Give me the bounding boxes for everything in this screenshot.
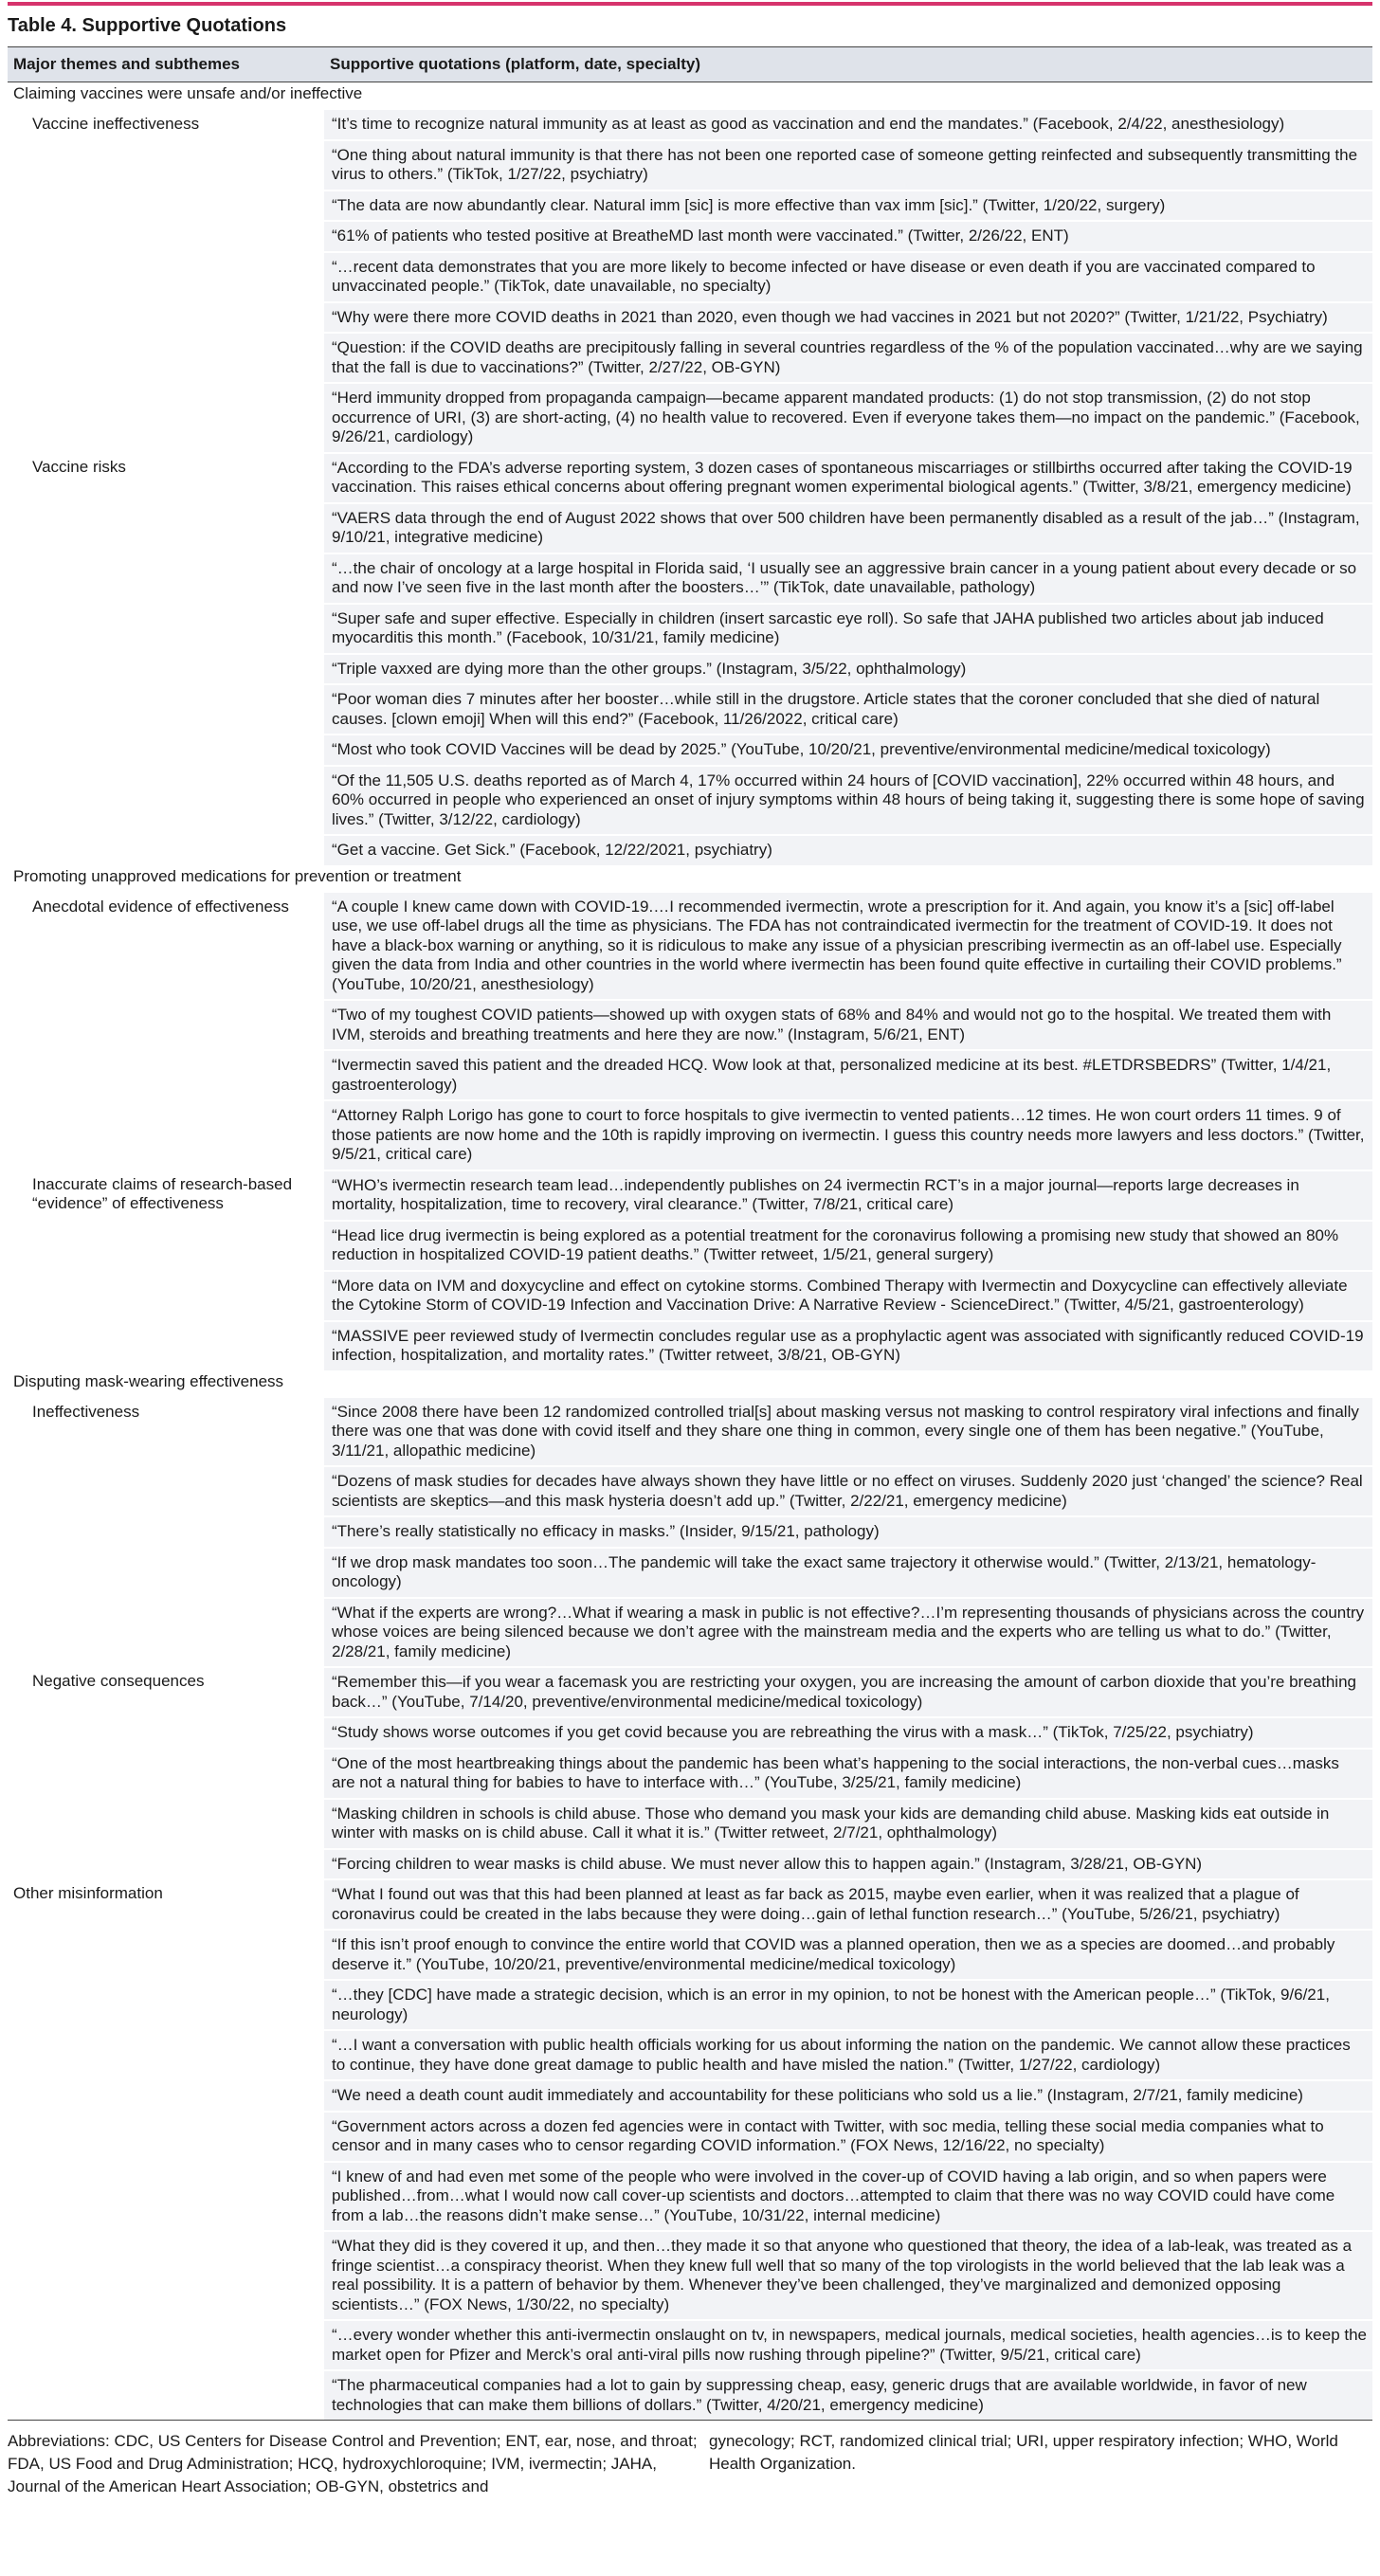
quotation-cell: “Two of my toughest COVID patients—showed up with oxygen stats of 68% and 84% and would not go to the hospital. We treated them with IVM, steroids and breathing treatments and here they are now.” (Instagram, 5/6/21, ENT): [324, 1000, 1372, 1050]
quotation-cell: “Since 2008 there have been 12 randomized controlled trial[s] about masking versus not masking to control respiratory viral infections and finally there was one that was done with covid itself and they share one thing in common, every single one of them has been negative.” (YouTube, 3/11/21, allopathic medicine): [324, 1398, 1372, 1467]
quotation-cell: “61% of patients who tested positive at BreatheMD last month were vaccinated.” (Twitter, 2/26/22, ENT): [324, 221, 1372, 252]
quotation-cell: “What I found out was that this had been planned at least as far back as 2015, maybe even earlier, when it was realized that a plague of coronavirus could be created in the labs because they were doing…gain of lethal function research…” (YouTube, 5/26/21, psychiatry): [324, 1879, 1372, 1930]
subtheme-label: [8, 1749, 324, 1799]
quotation-cell: “Super safe and super effective. Especially in children (insert sarcastic eye roll). So safe that JAHA published two articles about jab induced myocarditis this month.” (Facebook, 10/31/21, family medicine): [324, 604, 1372, 654]
quotation-cell: “More data on IVM and doxycycline and effect on cytokine storms. Combined Therapy with Ivermectin and Doxycycline can effectively alleviate the Cytokine Storm of COVID-19 Infection and Vaccination Drive: A Narrative Review - ScienceDirect.” (Twitter, 4/5/21, gastroenterology): [324, 1271, 1372, 1321]
subtheme-label: [8, 1516, 324, 1548]
subtheme-label: [8, 1466, 324, 1516]
subtheme-label: [8, 1717, 324, 1749]
quotation-cell: “Head lice drug ivermectin is being explored as a potential treatment for the coronavirus following a promising new study that showed an 80% reduction in hospitalized COVID-19 patient deaths.” (Twitter retweet, 1/5/21, general surgery): [324, 1221, 1372, 1271]
subtheme-label: Vaccine risks: [32, 457, 126, 476]
quotation-row: [8, 140, 1372, 190]
subtheme-label: [8, 190, 324, 222]
quotation-row: [8, 2162, 1372, 2232]
quotation-row: [8, 302, 1372, 334]
quotation-row: [8, 252, 1372, 302]
quotation-cell: “Most who took COVID Vaccines will be dead by 2025.” (YouTube, 10/20/21, preventive/environmental medicine/medical toxicology): [324, 735, 1372, 766]
quotation-cell: “…I want a conversation with public health officials working for us about informing the nation on the pandemic. We cannot allow these practices to continue, they have done great damage to public health and have misled the nation.” (Twitter, 1/27/22, cardiology): [324, 2030, 1372, 2080]
subtheme-label: [8, 221, 324, 252]
quotation-row: [8, 453, 1372, 503]
quotation-cell: “Get a vaccine. Get Sick.” (Facebook, 12/22/2021, psychiatry): [324, 835, 1372, 865]
quotation-row: [8, 1321, 1372, 1370]
subtheme-label: [8, 684, 324, 735]
quotation-cell: “Triple vaxxed are dying more than the other groups.” (Instagram, 3/5/22, ophthalmology): [324, 654, 1372, 685]
quotation-cell: “Question: if the COVID deaths are precipitously falling in several countries regardless of the % of the population vaccinated…why are we saying that the fall is due to vaccinations?” (Twitter, 2/27/22, OB-GYN): [324, 333, 1372, 383]
subtheme-label: [8, 735, 324, 766]
theme-label: Claiming vaccines were unsafe and/or ineffective: [8, 82, 1372, 111]
quotation-row: [8, 221, 1372, 252]
quotation-row: [8, 1398, 1372, 1467]
subtheme-label: [8, 302, 324, 334]
quotation-cell: “…they [CDC] have made a strategic decision, which is an error in my opinion, to not be honest with the American people…” (TikTok, 9/6/21, neurology): [324, 1980, 1372, 2030]
quotation-row: [8, 766, 1372, 836]
quotation-row: [8, 735, 1372, 766]
quotation-cell: “…recent data demonstrates that you are more likely to become infected or have disease or even death if you are vaccinated compared to unvaccinated people.” (TikTok, date unavailable, no specialty): [324, 252, 1372, 302]
theme-label: Promoting unapproved medications for prevention or treatment: [8, 865, 1372, 893]
footnote-left: Abbreviations: CDC, US Centers for Disease Control and Prevention; ENT, ear, nose, and throat; FDA, US Food and Drug Administration; HCQ, hydroxychloroquine; IVM, ivermectin; JAHA, Journal of the American Heart Association; OB-GYN, obstetrics and: [8, 2432, 698, 2495]
quotation-row: [8, 1717, 1372, 1749]
subtheme-label: [8, 2231, 324, 2320]
subtheme-label: [8, 553, 324, 604]
quotation-cell: “The pharmaceutical companies had a lot to gain by suppressing cheap, easy, generic drugs that are available worldwide, in favor of new technologies that can make them billions of dollars.” (Twitter, 4/20/21, emergency medicine): [324, 2370, 1372, 2420]
table-title: Table 4. Supportive Quotations: [8, 15, 287, 36]
subtheme-label: [8, 383, 324, 453]
subtheme-label: [8, 252, 324, 302]
theme-row: [8, 1370, 1372, 1398]
quotation-cell: “A couple I knew came down with COVID-19.…I recommended ivermectin, wrote a prescription for it. And again, you know it’s a [sic] off-label use, we use off-label drugs all the time as physicians. The FDA has not contraindicated ivermectin for the treatment of COVID-19. It does not have a black-box warning or anything, so it is ridiculous to make any issue of a physician prescribing ivermectin as an off-label use. Especially given the data from India and other countries in the world where ivermectin has been found quite effective in curtailing their COVID problems.” (YouTube, 10/20/21, anesthesiology): [324, 893, 1372, 1001]
quotation-row: [8, 503, 1372, 553]
quotation-cell: “Dozens of mask studies for decades have always shown they have little or no effect on viruses. Suddenly 2020 just ‘changed’ the science? Real scientists are skeptics—and this mask hysteria doesn’t add up.” (Twitter, 2/22/21, emergency medicine): [324, 1466, 1372, 1516]
subtheme-label: [8, 1271, 324, 1321]
quotation-row: [8, 893, 1372, 1001]
quotation-cell: “There’s really statistically no efficacy in masks.” (Insider, 9/15/21, pathology): [324, 1516, 1372, 1548]
quotation-row: [8, 684, 1372, 735]
quotation-row: [8, 1749, 1372, 1799]
quotation-row: [8, 333, 1372, 383]
quotation-row: [8, 1000, 1372, 1050]
quotation-cell: “Forcing children to wear masks is child abuse. We must never allow this to happen again.” (Instagram, 3/28/21, OB-GYN): [324, 1849, 1372, 1880]
quotation-row: [8, 110, 1372, 140]
quotation-cell: “Masking children in schools is child abuse. Those who demand you mask your kids are demanding child abuse. Masking kids eat outside in winter with masks on is child abuse. Call it what it is.” (Twitter retweet, 2/7/21, ophthalmology): [324, 1799, 1372, 1849]
quotation-cell: “It’s time to recognize natural immunity as at least as good as vaccination and end the mandates.” (Facebook, 2/4/22, anesthesiology): [324, 110, 1372, 140]
quotation-row: [8, 1516, 1372, 1548]
quotation-cell: “VAERS data through the end of August 2022 shows that over 500 children have been permanently disabled as a result of the jab…” (Instagram, 9/10/21, integrative medicine): [324, 503, 1372, 553]
quotation-cell: “Of the 11,505 U.S. deaths reported as of March 4, 17% occurred within 24 hours of [COVID vaccination], 22% occurred within 48 hours, and 60% occurred in people who experienced an onset of injury symptoms within 48 hours of being taking it, suggesting there is some hope of saving lives.” (Twitter, 3/12/22, cardiology): [324, 766, 1372, 836]
quotation-cell: “Attorney Ralph Lorigo has gone to court to force hospitals to give ivermectin to vented patients…12 times. He won court orders 11 times. 9 of those patients are now home and the 10th is rapidly improving on ivermectin. I guess this country needs more lawyers and less doctors.” (Twitter, 9/5/21, critical care): [324, 1100, 1372, 1170]
quotation-cell: “…the chair of oncology at a large hospital in Florida said, ‘I usually see an aggressive brain cancer in a young patient about every decade or so and now I’ve seen five in the last month after the boosters…’” (TikTok, date unavailable, pathology): [324, 553, 1372, 604]
subtheme-label: [8, 1799, 324, 1849]
quotation-cell: “Government actors across a dozen fed agencies were in contact with Twitter, with soc media, telling these social media companies what to censor and in many cases who to censor regarding COVID information.” (FOX News, 12/16/22, no specialty): [324, 2112, 1372, 2162]
subtheme-label: [8, 140, 324, 190]
subtheme-label: [8, 835, 324, 865]
quotation-row: [8, 1799, 1372, 1849]
footnote: [8, 2421, 1372, 2498]
theme-row: [8, 82, 1372, 111]
quotation-cell: “The data are now abundantly clear. Natural imm [sic] is more effective than vax imm [sic].” (Twitter, 1/20/22, surgery): [324, 190, 1372, 222]
subtheme-label: [8, 2030, 324, 2080]
quotation-cell: “One thing about natural immunity is that there has not been one reported case of someone getting reinfected and subsequently transmitting the virus to others.” (TikTok, 1/27/22, psychiatry): [324, 140, 1372, 190]
subtheme-label: [8, 766, 324, 836]
quotation-row: [8, 1221, 1372, 1271]
quotation-row: [8, 1271, 1372, 1321]
quotation-cell: “Remember this—if you wear a facemask you are restricting your oxygen, you are increasing the amount of carbon dioxide that you’re breathing back…” (YouTube, 7/14/20, preventive/environmental medicine/medical toxicology): [324, 1667, 1372, 1717]
subtheme-label: [8, 1100, 324, 1170]
subtheme-label: Other misinformation: [13, 1884, 163, 1902]
subtheme-label: [8, 1221, 324, 1271]
subtheme-label: [8, 2080, 324, 2112]
quotation-row: [8, 2080, 1372, 2112]
quotation-cell: “Ivermectin saved this patient and the dreaded HCQ. Wow look at that, personalized medicine at its best. #LETDRSBEDRS” (Twitter, 1/4/21, gastroenterology): [324, 1050, 1372, 1100]
quotation-cell: “Study shows worse outcomes if you get covid because you are rebreathing the virus with a mask…” (TikTok, 7/25/22, psychiatry): [324, 1717, 1372, 1749]
footnote-right: gynecology; RCT, randomized clinical trial; URI, upper respiratory infection; WHO, World Health Organization.: [709, 2432, 1338, 2473]
subtheme-label: [8, 1000, 324, 1050]
quotation-row: [8, 1548, 1372, 1598]
quotation-row: [8, 2112, 1372, 2162]
quotation-cell: “What they did is they covered it up, and then…they made it so that anyone who questioned that theory, the idea of a lab-leak, was treated as a fringe scientist…a conspiracy theorist. When they knew full well that so many of the top virologists in the world believed that the lab leak was a real possibility. It is a pattern of behavior by them. Whenever they’ve been challenged, they’ve marginalized and demonized opposing scientists…” (FOX News, 1/30/22, no specialty): [324, 2231, 1372, 2320]
quotation-row: [8, 383, 1372, 453]
column-header-quotations: Supportive quotations (platform, date, specialty): [324, 47, 1372, 82]
subtheme-label: [8, 604, 324, 654]
subtheme-label: [8, 654, 324, 685]
quotation-row: [8, 1667, 1372, 1717]
quotation-row: [8, 654, 1372, 685]
subtheme-label: [8, 2320, 324, 2370]
quotation-cell: “If this isn’t proof enough to convince the entire world that COVID was a planned operation, then we as a species are doomed…and probably deserve it.” (YouTube, 10/20/21, preventive/environmental medicine/medical toxicology): [324, 1930, 1372, 1980]
theme-label: Disputing mask-wearing effectiveness: [8, 1370, 1372, 1398]
quotation-row: [8, 553, 1372, 604]
subtheme-label: Negative consequences: [32, 1672, 205, 1690]
quotation-cell: “I knew of and had even met some of the people who were involved in the cover-up of COVID having a lab origin, and so when papers were published…from…what I would now call cover-up scientists and doctors…attempted to claim that there was no way COVID could have come from a lab…the reasons didn’t make sense…” (YouTube, 10/31/22, internal medicine): [324, 2162, 1372, 2232]
column-header-themes: Major themes and subthemes: [8, 47, 324, 82]
quotation-cell: “If we drop mask mandates too soon…The pandemic will take the exact same trajectory it otherwise would.” (Twitter, 2/13/21, hematology-oncology): [324, 1548, 1372, 1598]
quotation-cell: “What if the experts are wrong?…What if wearing a mask in public is not effective?…I’m representing thousands of physicians across the country whose voices are being silenced because we don’t agree with the mainstream media and the experts who are telling us what to do.” (Twitter, 2/28/21, family medicine): [324, 1598, 1372, 1668]
quotation-row: [8, 2231, 1372, 2320]
theme-row: [8, 865, 1372, 893]
table-header-row: [8, 47, 1372, 82]
subtheme-label: [8, 2162, 324, 2232]
subtheme-label: Anecdotal evidence of effectiveness: [32, 897, 289, 916]
subtheme-label: [8, 2112, 324, 2162]
quotation-row: [8, 2370, 1372, 2420]
quotation-row: [8, 1930, 1372, 1980]
subtheme-label: [8, 1321, 324, 1370]
subtheme-label: [8, 1930, 324, 1980]
subtheme-label: [8, 1050, 324, 1100]
quotation-row: [8, 2320, 1372, 2370]
document: [8, 2, 1372, 2498]
subtheme-label: Inaccurate claims of research-based “evidence” of effectiveness: [32, 1174, 293, 1212]
quotation-cell: “MASSIVE peer reviewed study of Ivermectin concludes regular use as a prophylactic agent was associated with significantly reduced COVID-19 infection, hospitalization, and mortality rates.” (Twitter retweet, 3/8/21, OB-GYN): [324, 1321, 1372, 1370]
quotation-row: [8, 1170, 1372, 1221]
subtheme-label: [8, 1548, 324, 1598]
quotation-row: [8, 1879, 1372, 1930]
subtheme-label: [8, 1980, 324, 2030]
subtheme-label: [8, 1598, 324, 1668]
quotation-cell: “According to the FDA’s adverse reporting system, 3 dozen cases of spontaneous miscarriages or stillbirths occurred after taking the COVID-19 vaccination. This raises ethical concerns about offering pregnant women experimental biological agents.” (Twitter, 3/8/21, emergency medicine): [324, 453, 1372, 503]
quotation-cell: “…every wonder whether this anti-ivermectin onslaught on tv, in newspapers, medical journals, medical societies, health agencies…is to keep the market open for Pfizer and Merck’s oral anti-viral pills now rushing through pipeline?” (Twitter, 9/5/21, critical care): [324, 2320, 1372, 2370]
quotation-row: [8, 2030, 1372, 2080]
quotation-row: [8, 1100, 1372, 1170]
quotation-row: [8, 1050, 1372, 1100]
quotation-row: [8, 1598, 1372, 1668]
subtheme-label: [8, 1849, 324, 1880]
quotation-cell: “One of the most heartbreaking things about the pandemic has been what’s happening to the social interactions, the non-verbal cues…masks are not a natural thing for babies to have to interface with…” (YouTube, 3/25/21, family medicine): [324, 1749, 1372, 1799]
table-body: [8, 82, 1372, 2421]
quotation-row: [8, 604, 1372, 654]
quotation-row: [8, 1980, 1372, 2030]
quotation-cell: “We need a death count audit immediately and accountability for these politicians who sold us a lie.” (Instagram, 2/7/21, family medicine): [324, 2080, 1372, 2112]
quotation-row: [8, 1849, 1372, 1880]
quotation-cell: “WHO’s ivermectin research team lead…independently publishes on 24 ivermectin RCT’s in a major journal—reports large decreases in mortality, hospitalization, time to recovery, viral clearance.” (Twitter, 7/8/21, critical care): [324, 1170, 1372, 1221]
subtheme-label: Ineffectiveness: [32, 1402, 140, 1421]
quotation-row: [8, 190, 1372, 222]
subtheme-label: [8, 2370, 324, 2420]
subtheme-label: [8, 503, 324, 553]
quotation-cell: “Poor woman dies 7 minutes after her booster…while still in the drugstore. Article states that the coroner concluded that she died of natural causes. [clown emoji] When will this end?” (Facebook, 11/26/2022, critical care): [324, 684, 1372, 735]
quotation-row: [8, 1466, 1372, 1516]
quotation-cell: “Why were there more COVID deaths in 2021 than 2020, even though we had vaccines in 2021 but not 2020?” (Twitter, 1/21/22, Psychiatry): [324, 302, 1372, 334]
quotations-table: [8, 46, 1372, 2420]
subtheme-label: [8, 333, 324, 383]
quotation-cell: “Herd immunity dropped from propaganda campaign—became apparent mandated products: (1) do not stop transmission, (2) do not stop occurrence of URI, (3) are short-acting, (4) no health value to recovered. Even if everyone takes them—no impact on the pandemic.” (Facebook, 9/26/21, cardiology): [324, 383, 1372, 453]
subtheme-label: Vaccine ineffectiveness: [32, 115, 200, 133]
quotation-row: [8, 835, 1372, 865]
